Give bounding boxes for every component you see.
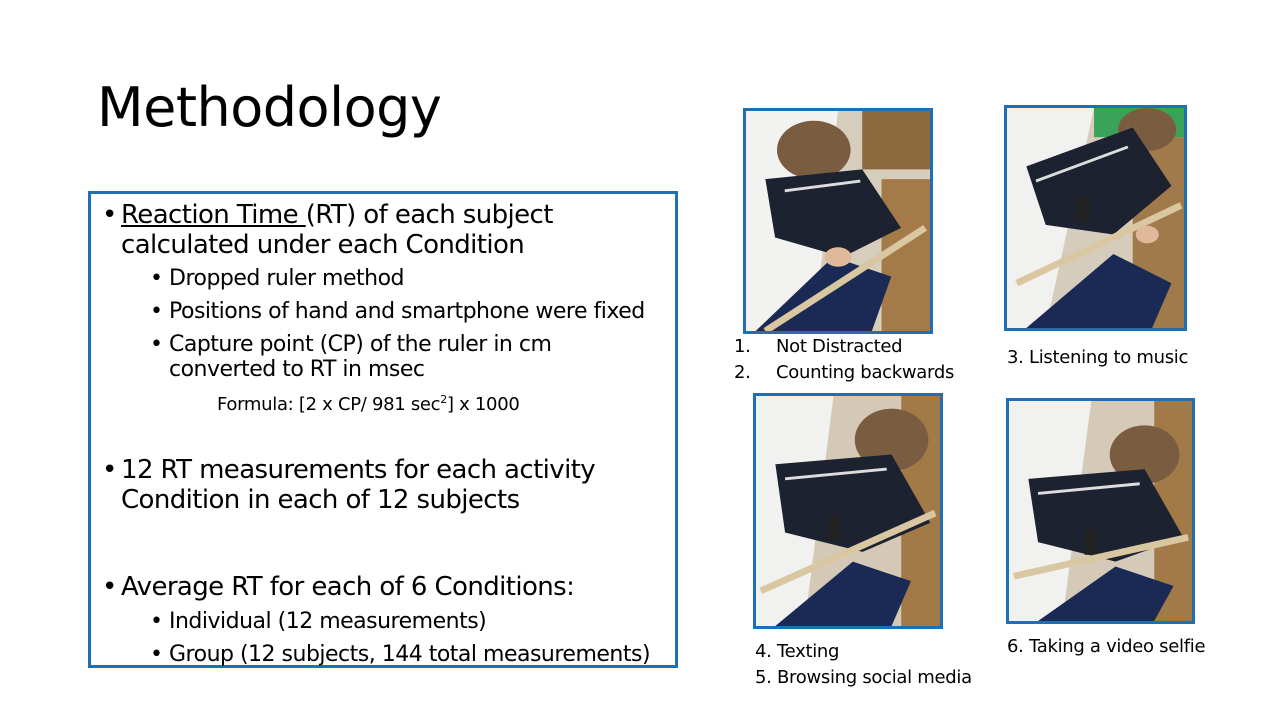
reaction-time-term: Reaction Time: [121, 200, 306, 230]
caption-item: 4. Texting: [755, 641, 840, 662]
formula-text: Formula: [2 x CP/ 981 $\sec^2$] x 1000: [217, 393, 520, 415]
caption-item: 2. Counting backwards: [734, 362, 955, 383]
photo-video-selfie: [1006, 398, 1195, 624]
sub-bullet-group: Group (12 subjects, 144 total measurements): [169, 642, 651, 667]
photo-image: [1009, 401, 1192, 621]
bullet-reaction-time: Reaction Time (RT) of each subject: [121, 200, 553, 230]
methodology-content-box: [88, 191, 678, 668]
sub-bullet-dropped-ruler: Dropped ruler method: [169, 266, 405, 291]
sub-bullet-dot: •: [150, 299, 163, 324]
caption-photo3: [755, 639, 972, 691]
bullet-dot: •: [102, 572, 117, 602]
photo-not-distracted: [743, 108, 933, 334]
bullet-dot: •: [102, 455, 117, 485]
sub-bullet-dot: •: [150, 266, 163, 291]
bullet-measurements-line2: Condition in each of 12 subjects: [121, 485, 520, 515]
slide-title: Methodology: [97, 76, 442, 139]
photo-image: [746, 111, 930, 331]
caption-photo4: 6. Taking a video selfie: [1007, 636, 1206, 657]
caption-photo2: 3. Listening to music: [1007, 347, 1189, 368]
photo-image: [1007, 108, 1184, 328]
sub-bullet-dot: •: [150, 332, 163, 357]
bullet-dot: •: [102, 200, 117, 230]
sub-bullet-capture-point-line2: converted to RT in msec: [169, 357, 425, 382]
photo-image: [756, 396, 940, 626]
caption-photo1: [734, 334, 954, 386]
bullet-average: Average RT for each of 6 Conditions:: [121, 572, 575, 602]
photo-listening-to-music: [1004, 105, 1187, 331]
sub-bullet-dot: •: [150, 609, 163, 634]
bullet-measurements: 12 RT measurements for each activity: [121, 455, 596, 485]
sub-bullet-individual: Individual (12 measurements): [169, 609, 487, 634]
bullet-reaction-time-line2: calculated under each Condition: [121, 230, 525, 260]
sub-bullet-capture-point: Capture point (CP) of the ruler in cm: [169, 332, 552, 357]
photo-texting: [753, 393, 943, 629]
caption-item: 1. Not Distracted: [734, 336, 903, 357]
sub-bullet-positions: Positions of hand and smartphone were fixed: [169, 299, 645, 324]
sub-bullet-dot: •: [150, 642, 163, 667]
caption-item: 5. Browsing social media: [755, 667, 972, 688]
